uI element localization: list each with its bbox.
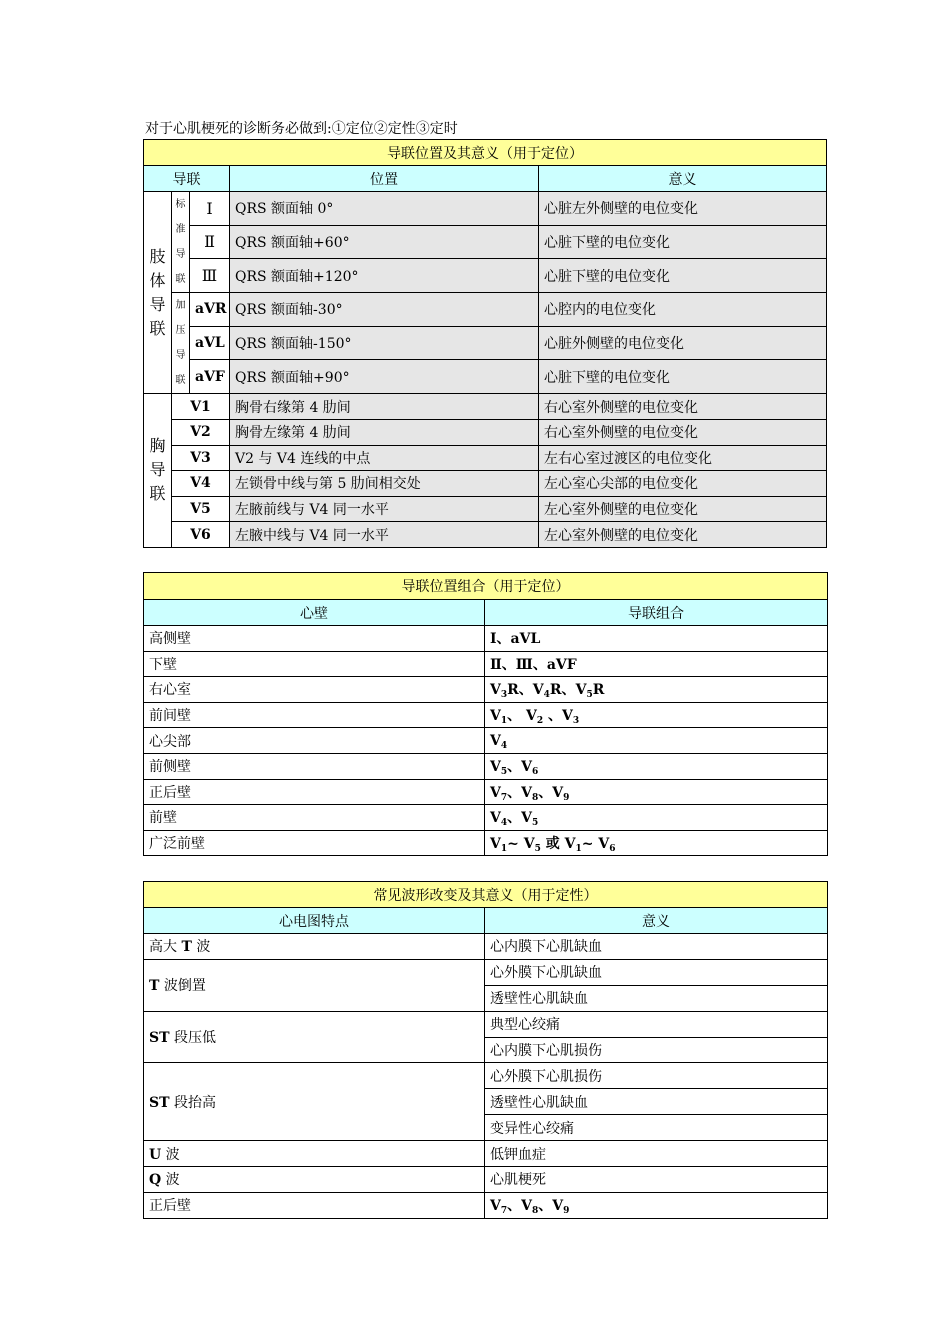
- lead-meaning: 心腔内的电位变化: [539, 293, 827, 327]
- ecg-feature: T 波倒置: [144, 959, 485, 1011]
- heart-wall: 广泛前壁: [144, 830, 485, 856]
- feature-meaning: 心肌梗死: [485, 1167, 828, 1193]
- table-row: [144, 192, 827, 226]
- feature-meaning: $V_7$、$V_8$、$V_9$: [485, 1192, 828, 1218]
- table-row: [144, 805, 828, 831]
- table1-header-meaning: 意义: [539, 166, 827, 192]
- lead-meaning: 左右心室过渡区的电位变化: [539, 445, 827, 471]
- table-row: [144, 959, 828, 985]
- lead-name: Ⅱ: [190, 225, 230, 259]
- lead-combination: $V_1$、 $V_2$ 、$V_3$: [485, 702, 828, 728]
- table-row: [144, 830, 828, 856]
- table-row: [144, 445, 827, 471]
- lead-name: V5: [172, 496, 230, 522]
- lead-name: V1: [172, 394, 230, 420]
- lead-combination-table: [143, 572, 828, 856]
- lead-name: aVR: [190, 293, 230, 327]
- lead-position: QRS 额面轴-30°: [230, 293, 539, 327]
- table-row: [144, 496, 827, 522]
- table-row: [144, 702, 828, 728]
- waveform-change-table: [143, 881, 828, 1219]
- lead-position: QRS 额面轴+60°: [230, 225, 539, 259]
- lead-name: V6: [172, 522, 230, 548]
- lead-meaning: 右心室外侧壁的电位变化: [539, 420, 827, 446]
- lead-meaning: 右心室外侧壁的电位变化: [539, 394, 827, 420]
- lead-combination: $V_4$: [485, 728, 828, 754]
- heart-wall: 右心室: [144, 677, 485, 703]
- lead-name: V4: [172, 471, 230, 497]
- augmented-lead-group: 加 压 导 联: [172, 293, 190, 394]
- ecg-feature: 正后壁: [144, 1192, 485, 1218]
- lead-position-table: [143, 139, 827, 548]
- lead-combination: $V_4$、$V_5$: [485, 805, 828, 831]
- ecg-feature: ST 段压低: [144, 1011, 485, 1063]
- feature-meaning: 心外膜下心肌损伤: [485, 1063, 828, 1089]
- lead-meaning: 心脏左外侧壁的电位变化: [539, 192, 827, 226]
- table3-header-meaning: 意义: [485, 908, 828, 934]
- table2-header-wall: 心壁: [144, 600, 485, 626]
- table-row: [144, 677, 828, 703]
- table-row: [144, 934, 828, 960]
- ecg-feature: Q 波: [144, 1167, 485, 1193]
- table-row: [144, 1063, 828, 1089]
- table-row: [144, 522, 827, 548]
- lead-position: 左锁骨中线与第 5 肋间相交处: [230, 471, 539, 497]
- feature-meaning: 低钾血症: [485, 1141, 828, 1167]
- ecg-feature: ST 段抬高: [144, 1063, 485, 1141]
- lead-meaning: 左心室外侧壁的电位变化: [539, 496, 827, 522]
- table-row: [144, 259, 827, 293]
- heart-wall: 前间壁: [144, 702, 485, 728]
- table-row: [144, 779, 828, 805]
- table-row: [144, 1167, 828, 1193]
- lead-name: V3: [172, 445, 230, 471]
- lead-meaning: 心脏下壁的电位变化: [539, 360, 827, 394]
- chest-lead-group: 胸 导 联: [144, 394, 172, 548]
- lead-combination: $V_3R$、$V_4R$、$V_5R$: [485, 677, 828, 703]
- heart-wall: 正后壁: [144, 779, 485, 805]
- lead-combination: Ⅰ、aVL: [485, 626, 828, 652]
- lead-position: QRS 额面轴+120°: [230, 259, 539, 293]
- lead-position: 胸骨右缘第 4 肋间: [230, 394, 539, 420]
- table-row: [144, 326, 827, 360]
- table2-header-combo: 导联组合: [485, 600, 828, 626]
- standard-lead-group: 标 准 导 联: [172, 192, 190, 293]
- table-row: [144, 651, 828, 677]
- table-row: [144, 626, 828, 652]
- lead-meaning: 心脏外侧壁的电位变化: [539, 326, 827, 360]
- feature-meaning: 心内膜下心肌缺血: [485, 934, 828, 960]
- feature-meaning: 透壁性心肌缺血: [485, 985, 828, 1011]
- lead-name: Ⅰ: [190, 192, 230, 226]
- table3-title: 常见波形改变及其意义（用于定性）: [144, 882, 828, 908]
- table-row: [144, 471, 827, 497]
- table-row: [144, 394, 827, 420]
- table-row: [144, 420, 827, 446]
- lead-meaning: 左心室心尖部的电位变化: [539, 471, 827, 497]
- lead-meaning: 左心室外侧壁的电位变化: [539, 522, 827, 548]
- table-row: [144, 293, 827, 327]
- lead-name: Ⅲ: [190, 259, 230, 293]
- ecg-feature: U 波: [144, 1141, 485, 1167]
- lead-meaning: 心脏下壁的电位变化: [539, 225, 827, 259]
- ecg-feature: 高大 T 波: [144, 934, 485, 960]
- heart-wall: 前侧壁: [144, 753, 485, 779]
- feature-meaning: 变异性心绞痛: [485, 1115, 828, 1141]
- heart-wall: 高侧壁: [144, 626, 485, 652]
- table3-header-feature: 心电图特点: [144, 908, 485, 934]
- lead-position: 左腋前线与 V4 同一水平: [230, 496, 539, 522]
- intro-text: 对于心肌梗死的诊断务必做到:①定位②定性③定时: [145, 121, 458, 137]
- lead-combination: $V_5$、$V_6$: [485, 753, 828, 779]
- lead-position: 左腋中线与 V4 同一水平: [230, 522, 539, 548]
- table-row: [144, 753, 828, 779]
- table1-title: 导联位置及其意义（用于定位）: [144, 140, 827, 166]
- lead-position: QRS 额面轴 0°: [230, 192, 539, 226]
- lead-meaning: 心脏下壁的电位变化: [539, 259, 827, 293]
- table-row: [144, 225, 827, 259]
- lead-position: QRS 额面轴-150°: [230, 326, 539, 360]
- feature-meaning: 透壁性心肌缺血: [485, 1089, 828, 1115]
- table1-header-position: 位置: [230, 166, 539, 192]
- lead-combination: $V_7$、$V_8$、$V_9$: [485, 779, 828, 805]
- feature-meaning: 典型心绞痛: [485, 1011, 828, 1037]
- heart-wall: 下壁: [144, 651, 485, 677]
- lead-combination: $V_1\sim$ $V_5$ 或 $V_1\sim$ $V_6$: [485, 830, 828, 856]
- lead-name: aVL: [190, 326, 230, 360]
- table-row: [144, 1192, 828, 1218]
- lead-name: V2: [172, 420, 230, 446]
- lead-combination: Ⅱ、Ⅲ、aVF: [485, 651, 828, 677]
- table-row: [144, 728, 828, 754]
- lead-position: QRS 额面轴+90°: [230, 360, 539, 394]
- table2-title: 导联位置组合（用于定位）: [144, 573, 828, 600]
- lead-name: aVF: [190, 360, 230, 394]
- feature-meaning: 心内膜下心肌损伤: [485, 1037, 828, 1063]
- lead-position: V2 与 V4 连线的中点: [230, 445, 539, 471]
- limb-lead-group: 肢 体 导 联: [144, 192, 172, 394]
- table-row: [144, 360, 827, 394]
- table-row: [144, 1141, 828, 1167]
- lead-position: 胸骨左缘第 4 肋间: [230, 420, 539, 446]
- table1-header-lead: 导联: [144, 166, 230, 192]
- heart-wall: 心尖部: [144, 728, 485, 754]
- feature-meaning: 心外膜下心肌缺血: [485, 959, 828, 985]
- table-row: [144, 1011, 828, 1037]
- heart-wall: 前壁: [144, 805, 485, 831]
